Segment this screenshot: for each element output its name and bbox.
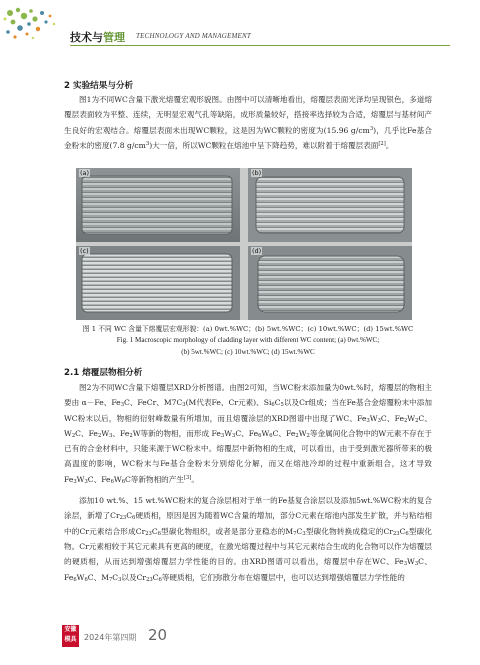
journal-badge: 安徽 模具 [62, 625, 79, 647]
page-header [0, 0, 480, 52]
paragraph-1: 图1为不同WC含量下激光熔覆宏观形貌图。由图中可以清晰地看出，熔覆层表面光泽均呈现银色，多道熔覆层表面较为平整、连续，无明显宏观气孔等缺陷，成形质量较好，搭接率选择较为合适，熔覆层与基材间产生良好的宏观结合。熔覆层表面未出现WC颗粒，这是因为WC颗粒的密度为(15.96 $g/cm^3$)，几乎比Fe基合金粉末的密度(7.8 $g/cm^3$)大一倍，所以WC颗粒在熔池中呈下降趋势，难以附着于熔覆层表面[2]。 [64, 95, 433, 150]
issue-label: 2024年第四期 [84, 633, 137, 642]
figure-panel-a [76, 168, 240, 242]
header-subtitle: TECHNOLOGY AND MANAGEMENT [136, 32, 251, 40]
header-title: 技术与管理 [70, 31, 125, 44]
section21-body [64, 380, 432, 585]
figure-panel-d [248, 246, 412, 320]
figure-1 [76, 168, 412, 320]
panel-label-c: (c) [80, 247, 89, 255]
panel-label-d: (d) [252, 247, 262, 255]
header-decoration-icon [2, 4, 64, 50]
figure-caption-en-line1: Fig. 1 Macroscopic morphology of cladding layer with different WC content; (a) 0wt.%WC; [116, 336, 380, 344]
figure-panel-b [248, 168, 412, 242]
figure-caption-en-line2: (b) 5wt.%WC; (c) 10wt.%WC; (d) 15wt.%WC [181, 348, 315, 356]
paragraph-3: 添加10 wt.%、15 wt.%WC粉末的复合涂层相对于单一的Fe基复合涂层以及添加5wt.%WC粉末的复合涂层，新增了$Cr_{23}C_6$硬质相，原因是因为随着WC含量的增加，部分C元素在熔池内部发生扩散，并与粘结相中的Cr元素结合形成$Cr_{23}C_6$型碳化物组织，或者是部分亚稳态的$M_7C_3$型碳化物转换成稳定的$Cr_{23}C_6$型碳化物。Cr元素相较于其它元素具有更高的硬度，在激光熔覆过程中与其它元素结合生成的化合物可以作为熔覆层的硬质相，从而达到增强熔覆层力学性能的目的。由XRD图谱可以看出，熔覆层中存在WC、$Fe_3W_3C$、$Fe_6W_6C$、$M_7C_3$以及$Cr_{23}C_6$等硬质相，它们弥散分布在熔覆层中，也可以达到增强熔覆层力学性能的 [64, 496, 433, 583]
section2-body [64, 92, 432, 153]
subsection-heading: 2.1 熔覆层物相分析 [64, 368, 143, 378]
section-heading: 2 实验结果与分析 [64, 81, 134, 91]
cladding-photo-d [248, 246, 412, 320]
panel-label-a: (a) [80, 169, 90, 177]
panel-label-b: (b) [252, 169, 262, 177]
paragraph-2: 图2为不同WC含量下熔覆层XRD分析图谱。由图2可知，当WC粉末添加量为0wt.%时，熔覆层的物相主要由 α－Fe、$Fe_3C$、FeCr、$M7C_3(M$代表Fe、Cr元素)、$Si_6C_5$以及Cr组成；当在Fe基合金熔覆粉末中添加WC粉末以后，物相的衍射峰数量有所增加，而且熔覆涂层的XRD图谱中出现了WC、$Fe_3W_3C$、$Fe_2W_2C$、$W_2C$、$Fe_2W_3$、$Fe_2W$等新的物相，而形成 $Fe_3W_3C$、$Fe_6W_6C$、$Fe_2W_2$等金属间化合物中的W元素不存在于已有的合金材料中，只能来源于WC粉末中。熔覆层中新物相的生成，可以看出，由于受到激光器所带来的极高温度的影响，WC粉末与Fe基合金粉末分别熔化分解，而又在熔池冷却的过程中重新组合，这才导致$Fe_3W_3C$、$Fe_6W_6C$等新物相的产生[3]。 [64, 383, 432, 485]
page-number: 20 [148, 626, 168, 644]
cladding-photo-b [248, 168, 412, 242]
cladding-photo-a [76, 168, 240, 242]
figure-caption-cn: 图 1 不同 WC 含量下熔覆层宏观形貌：(a) 0wt.%WC；(b) 5wt.%WC；(c) 10wt.%WC；(d) 15wt.%WC [82, 325, 414, 333]
cladding-photo-c [76, 246, 240, 320]
figure-panel-c [76, 246, 240, 320]
header-divider [70, 45, 450, 46]
